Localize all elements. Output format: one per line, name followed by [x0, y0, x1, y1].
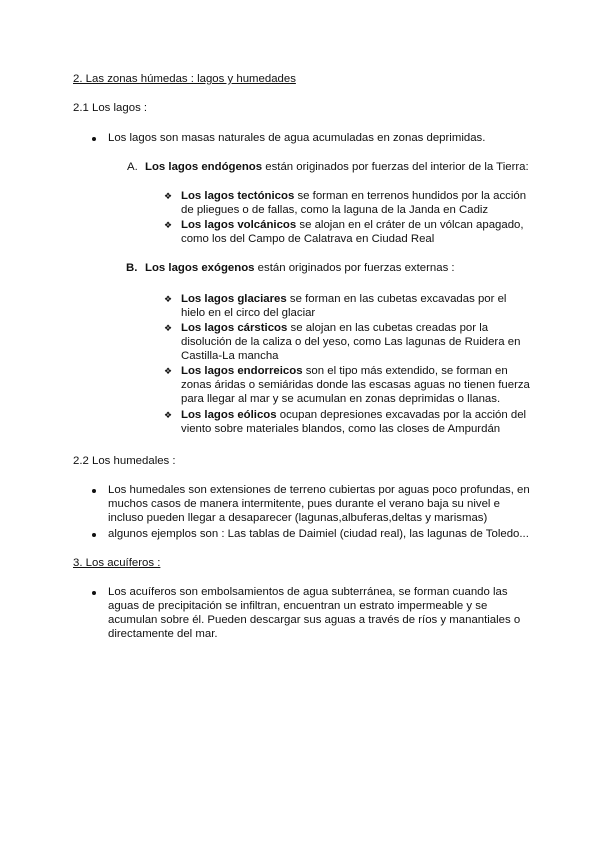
- term: Los lagos eólicos: [181, 409, 277, 421]
- list-item: [181, 321, 520, 363]
- term: Los lagos endógenos: [145, 161, 263, 173]
- list-item: [181, 292, 506, 320]
- text: Los acuíferos son embolsamientos de agua subterránea, se forman cuando las: [108, 586, 508, 598]
- bullet-icon: [92, 533, 96, 537]
- term: Los lagos volcánicos: [181, 219, 297, 231]
- text: ocupan depresiones excavadas por la acción del: [276, 409, 527, 421]
- term: Los lagos tectónicos: [181, 190, 295, 202]
- text: de pliegues o de fallas, como la laguna de la Janda en Cadiz: [181, 204, 489, 216]
- list-item-endogenos: [145, 160, 529, 174]
- subsection-title-humedales: 2.2 Los humedales :: [73, 455, 176, 467]
- diamond-bullet-icon: ❖: [164, 191, 173, 201]
- term: Los lagos cársticos: [181, 322, 288, 334]
- text: incluso pueden llegar a desaparecer (lagunas,albuferas,deltas y marismas): [108, 512, 488, 524]
- section-title-zonas-humedas: 2. Las zonas húmedas : lagos y humedades: [73, 73, 296, 85]
- list-marker-b: B.: [126, 262, 138, 274]
- bullet-icon: [92, 591, 96, 595]
- text: hielo en el circo del glaciar: [181, 307, 316, 319]
- text: para llegar al mar y se acumulan en zonas deprimidas o llanas.: [181, 393, 501, 405]
- text: se alojan en el cráter de un vólcan apagado,: [296, 219, 524, 231]
- list-item: [181, 408, 526, 436]
- section-title-acuiferos: 3. Los acuíferos :: [73, 557, 161, 569]
- text: directamente del mar.: [108, 628, 218, 640]
- diamond-bullet-icon: ❖: [164, 366, 173, 376]
- text: acumulan sobre él. Pueden descargar sus aguas a través de ríos y manantiales o: [108, 614, 521, 626]
- text: viento sobre materiales blandos, como las closes de Ampurdán: [181, 423, 501, 435]
- diamond-bullet-icon: ❖: [164, 294, 173, 304]
- list-item: [181, 189, 526, 217]
- list-item: Los lagos son masas naturales de agua acumuladas en zonas deprimidas.: [108, 132, 486, 144]
- text: se forman en las cubetas excavadas por el: [286, 293, 507, 305]
- bullet-icon: [92, 137, 96, 141]
- text: zonas áridas o semiáridas donde las escasas aguas no tienen fuerza: [181, 379, 530, 391]
- text: Los humedales son extensiones de terreno cubiertas por aguas poco profundas, en: [108, 484, 530, 496]
- text: aguas de precipitación se infiltran, encuentran un estrato impermeable y se: [108, 600, 488, 612]
- subsection-title-lagos: 2.1 Los lagos :: [73, 102, 148, 114]
- list-item: [108, 585, 520, 641]
- list-item: [108, 483, 530, 525]
- text: Castilla-La mancha: [181, 350, 279, 362]
- term: Los lagos endorreicos: [181, 365, 303, 377]
- text: como los del Campo de Calatrava en Ciudad Real: [181, 233, 435, 245]
- definition: están originados por fuerzas del interior de la Tierra:: [262, 161, 529, 173]
- text: muchos casos de manera intermitente, pues durante el verano baja su nivel e: [108, 498, 500, 510]
- list-item: algunos ejemplos son : Las tablas de Daimiel (ciudad real), las lagunas de Toledo...: [108, 528, 529, 540]
- text: se alojan en las cubetas creadas por la: [287, 322, 489, 334]
- term: Los lagos glaciares: [181, 293, 287, 305]
- diamond-bullet-icon: ❖: [164, 220, 173, 230]
- term: Los lagos exógenos: [145, 262, 255, 274]
- diamond-bullet-icon: ❖: [164, 323, 173, 333]
- text: se forman en terrenos hundidos por la acción: [294, 190, 527, 202]
- text: son el tipo más extendido, se forman en: [302, 365, 508, 377]
- definition: están originados por fuerzas externas :: [254, 262, 455, 274]
- diamond-bullet-icon: ❖: [164, 410, 173, 420]
- bullet-icon: [92, 489, 96, 493]
- list-item: [181, 218, 524, 246]
- list-item: [181, 364, 530, 406]
- list-item-exogenos: [145, 261, 455, 275]
- text: disolución de la caliza o del yeso, como Las lagunas de Ruidera en: [181, 336, 521, 348]
- list-marker-a: A.: [127, 161, 138, 173]
